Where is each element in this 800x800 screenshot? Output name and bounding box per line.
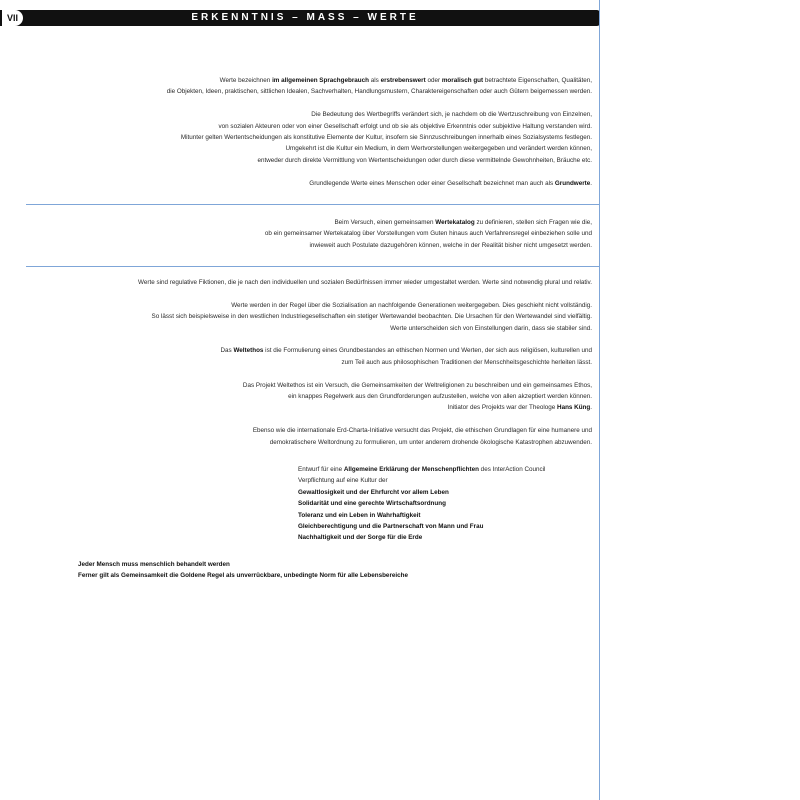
text-line: inwieweit auch Postulate dazugehören können, welche in der Realität bisher nicht umgesetzt werden. bbox=[309, 241, 592, 249]
text-line: demokratischere Weltordnung zu formulieren, um unter anderem drohende ökologische Katastrophen abzuwenden. bbox=[269, 438, 592, 446]
list-item: Nachhaltigkeit und der Sorge für die Erde bbox=[298, 534, 423, 542]
right-margin-line bbox=[599, 0, 600, 800]
text-line: Ebenso wie die internationale Erd-Charta-Initiative versucht das Projekt, die ethischen Grundlagen für eine humanere und bbox=[252, 427, 592, 435]
text-line: Werte unterscheiden sich von Einstellungen darin, dass sie stabiler sind. bbox=[390, 324, 592, 332]
page-title: ERKENNTNIS – MASS – WERTE bbox=[191, 12, 419, 23]
text-line: Werte sind regulative Fiktionen, die je nach den individuellen und sozialen Bedürfnissen immer wieder umgestaltet werden. Werte sind notwendig plural und relativ. bbox=[138, 279, 592, 286]
text-line: entweder durch direkte Vermittlung von Wertentscheidungen oder durch diese vermittelnde Gewohnheiten, Bräuche etc. bbox=[257, 156, 592, 164]
chapter-number: VII bbox=[2, 10, 23, 26]
text-line: Mitunter gelten Wertentscheidungen als konstitutive Elemente der Kultur, insofern sie Sinnzuschreibungen innerhalb eines Sozialsystems festlegen. bbox=[180, 134, 592, 142]
text-line: ob ein gemeinsamer Wertekatalog über Vorstellungen vom Guten hinaus auch Verfahrensregel einbeziehen solle und bbox=[264, 230, 592, 238]
text-line: Jeder Mensch muss menschlich behandelt werden bbox=[78, 561, 230, 568]
text-line: Umgekehrt ist die Kultur ein Medium, in dem Wertvorstellungen weitergegeben und verändert werden können, bbox=[285, 145, 592, 153]
paragraph: Das Weltethos ist die Formulierung eines Grundbestandes an ethischen Normen und Werten, der sich aus religiösen, kulturellen und bbox=[220, 347, 592, 355]
section-value-catalog bbox=[265, 217, 592, 251]
text-line: ein knappes Regelwerk aus den Grundforderungen aufzustellen, welche von allen akzeptiert werden können. bbox=[288, 393, 592, 401]
text-line: Werte werden in der Regel über die Sozialisation an nachfolgende Generationen weitergegeben. Dies geschieht nicht vollständig. bbox=[231, 301, 592, 309]
text-line: zum Teil auch aus philosophischen Traditionen der Menschheitsgeschichte herleiten lässt. bbox=[341, 358, 592, 366]
paragraph: Werte bezeichnen im allgemeinen Sprachgebrauch als erstrebenswert oder moralisch gut betrachtete Eigenschaften, Qualitäten, bbox=[219, 77, 592, 84]
paragraph: Initiator des Projekts war der Theologe Hans Küng. bbox=[447, 404, 592, 412]
closing-statement bbox=[78, 559, 408, 582]
text-line: Das Projekt Weltethos ist ein Versuch, die Gemeinsamkeiten der Weltreligionen zu beschreiben und ein gemeinsames Ethos, bbox=[242, 381, 592, 389]
text-line: Die Bedeutung des Wertbegriffs verändert sich, je nachdem ob die Wertzuschreibung von Einzelnen, bbox=[311, 111, 592, 119]
text-line: Verpflichtung auf eine Kultur der bbox=[298, 477, 388, 485]
text-line: von sozialen Akteuren oder von einer Gesellschaft erfolgt und ob sie als objektive Erkenntnis oder subjektive Haltung verstanden wird. bbox=[218, 122, 592, 130]
list-item: Solidarität und eine gerechte Wirtschaftsordnung bbox=[298, 500, 446, 508]
paragraph: Entwurf für eine Allgemeine Erklärung der Menschenpflichten des InterAction Council bbox=[298, 466, 546, 473]
list-item: Toleranz und ein Leben in Wahrhaftigkeit bbox=[298, 511, 421, 519]
text-line: die Objekten, Ideen, praktischen, sittlichen Idealen, Sachverhalten, Handlungsmustern, Charaktereigenschaften oder auch Gütern beigemessen werden. bbox=[166, 88, 592, 96]
section-divider-1 bbox=[26, 204, 600, 205]
section-divider-2 bbox=[26, 266, 600, 267]
paragraph: Beim Versuch, einen gemeinsamen Wertekatalog zu definieren, stellen sich Fragen wie die, bbox=[334, 219, 592, 226]
text-line: Ferner gilt als Gemeinsamkeit die Goldene Regel als unverrückbare, unbedingte Norm für alle Lebensbereiche bbox=[78, 572, 408, 580]
paragraph: Grundlegende Werte eines Menschen oder einer Gesellschaft bezeichnet man auch als Grundwerte. bbox=[309, 179, 592, 187]
section-world-ethos bbox=[138, 277, 592, 448]
declaration-list bbox=[298, 464, 545, 544]
section-values-definition bbox=[167, 75, 592, 189]
text-line: So lässt sich beispielsweise in den westlichen Industriegesellschaften ein stetiger Wertewandel beobachten. Die Ursachen für den Wertewandel sind vielfältig. bbox=[151, 313, 592, 321]
list-item: Gewaltlosigkeit und der Ehrfurcht vor allem Leben bbox=[298, 488, 449, 496]
list-item: Gleichberechtigung und die Partnerschaft von Mann und Frau bbox=[298, 523, 484, 531]
